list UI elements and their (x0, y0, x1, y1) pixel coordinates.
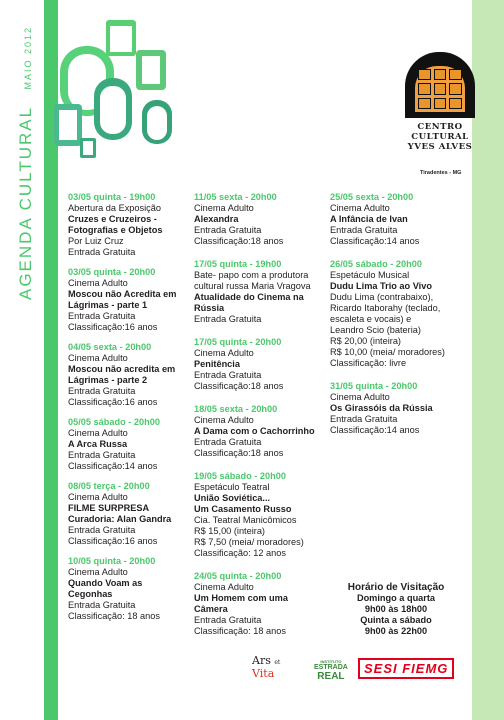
event-detail-line: Entrada Gratuita (330, 414, 398, 424)
event-item (68, 481, 200, 547)
event-item (194, 571, 326, 637)
event-detail-line: Cinema Adulto (194, 348, 254, 358)
event-item (194, 259, 326, 325)
side-title (16, 26, 36, 300)
event-item (194, 404, 326, 459)
event-title-line: Atualidade do Cinema na (194, 292, 304, 302)
event-detail-line: Classificação:14 anos (330, 425, 420, 435)
event-detail-line: Cinema Adulto (68, 492, 128, 502)
event-date: 05/05 sábado - 20h00 (68, 417, 160, 427)
event-detail-line: Cinema Adulto (68, 278, 128, 288)
event-title-line: Um Homem com uma (194, 593, 288, 603)
event-date: 17/05 quinta - 20h00 (194, 337, 282, 347)
event-item (330, 192, 462, 247)
logo-window-icon (405, 52, 475, 118)
event-title-line: União Soviética... (194, 493, 271, 503)
event-detail-line: Entrada Gratuita (194, 314, 262, 324)
event-detail-line: Espetáculo Musical (330, 270, 410, 280)
event-detail-line: Entrada Gratuita (194, 370, 262, 380)
event-title-line: Dudu Lima Trio ao Vivo (330, 281, 432, 291)
logo-place: Tiradentes - MG (420, 170, 462, 176)
event-title-line: Penitência (194, 359, 240, 369)
estrada-bottom: REAL (317, 671, 345, 682)
right-strip (472, 0, 504, 720)
event-title-line: Os Girassóis da Rússia (330, 403, 433, 413)
centro-cultural-logo (404, 52, 476, 170)
event-detail-line: Entrada Gratuita (68, 247, 136, 257)
event-date: 10/05 quinta - 20h00 (68, 556, 156, 566)
event-item (68, 267, 200, 333)
event-detail-line: Classificação:16 anos (68, 397, 158, 407)
event-detail-line: Dudu Lima (contrabaixo), (330, 292, 434, 302)
event-detail-line: cultural russa Maria Vragova (194, 281, 311, 291)
event-item (68, 417, 200, 472)
event-detail-line: Classificação: livre (330, 358, 407, 368)
event-date: 03/05 quinta - 20h00 (68, 267, 156, 277)
event-detail-line: escaleta e vocais) e (330, 314, 412, 324)
event-title-line: Quando Voam as (68, 578, 143, 588)
side-title-main: AGENDA CULTURAL (16, 105, 35, 300)
event-detail-line: Classificação:14 anos (68, 461, 158, 471)
estrada-top: INSTITUTO (320, 659, 342, 664)
event-detail-line: Classificação:16 anos (68, 322, 158, 332)
event-detail-line: Entrada Gratuita (68, 525, 136, 535)
event-detail-line: Entrada Gratuita (68, 386, 136, 396)
event-detail-line: Entrada Gratuita (194, 225, 262, 235)
event-detail-line: Bate- papo com a produtora (194, 270, 309, 280)
event-title-line: Curadoria: Alan Gandra (68, 514, 172, 524)
event-detail-line: R$ 15,00 (inteira) (194, 526, 265, 536)
event-title-line: Lágrimas - parte 1 (68, 300, 148, 310)
event-date: 31/05 quinta - 20h00 (330, 381, 418, 391)
event-detail-line: Cinema Adulto (68, 353, 128, 363)
logo-line3: YVES ALVES (407, 142, 473, 152)
event-detail-line: Por Luiz Cruz (68, 236, 124, 246)
event-detail-line: Classificação: 18 anos (68, 611, 160, 621)
event-detail-line: Cinema Adulto (194, 582, 254, 592)
event-detail-line: Abertura da Exposição (68, 203, 161, 213)
side-title-date: MAIO 2012 (23, 25, 33, 90)
event-detail-line: Classificação:16 anos (68, 536, 158, 546)
event-detail-line: Espetáculo Teatral (194, 482, 270, 492)
event-detail-line: Cinema Adulto (194, 415, 254, 425)
event-date: 19/05 sábado - 20h00 (194, 471, 286, 481)
ars-et-vita-logo (252, 655, 280, 679)
visiting-hours (336, 582, 456, 637)
event-title-line: Cegonhas (68, 589, 113, 599)
event-date: 24/05 quinta - 20h00 (194, 571, 282, 581)
event-date: 25/05 sexta - 20h00 (330, 192, 414, 202)
logo-line2: CULTURAL (411, 132, 469, 142)
event-title-line: A Arca Russa (68, 439, 128, 449)
event-date: 18/05 sexta - 20h00 (194, 404, 278, 414)
event-item (68, 556, 200, 622)
event-title-line: Alexandra (194, 214, 239, 224)
event-title-line: Cruzes e Cruzeiros - (68, 214, 157, 224)
event-detail-line: Classificação: 18 anos (194, 626, 286, 636)
visiting-hours-line: Quinta a sábado (360, 615, 432, 625)
event-detail-line: Classificação:18 anos (194, 381, 284, 391)
event-date: 03/05 quinta - 19h00 (68, 192, 156, 202)
estrada-real-logo (314, 659, 348, 682)
event-detail-line: R$ 7,50 (meia/ moradores) (194, 537, 304, 547)
event-date: 11/05 sexta - 20h00 (194, 192, 277, 202)
event-date: 26/05 sábado - 20h00 (330, 259, 422, 269)
event-detail-line: Ricardo Itaborahy (teclado, (330, 303, 441, 313)
event-title-line: A Infância de Ivan (330, 214, 408, 224)
ars-word: Ars (252, 654, 271, 667)
event-title-line: Moscou não acredita em (68, 364, 176, 374)
events-column-3 (330, 192, 462, 448)
estrada-mid: ESTRADA (314, 664, 348, 671)
event-detail-line: Entrada Gratuita (68, 311, 136, 321)
event-date: 17/05 quinta - 19h00 (194, 259, 282, 269)
visiting-hours-title: Horário de Visitação (347, 582, 445, 593)
event-detail-line: Classificação:14 anos (330, 236, 420, 246)
event-detail-line: Entrada Gratuita (330, 225, 398, 235)
visiting-hours-line: Domingo a quarta (356, 593, 436, 603)
sponsors (250, 655, 480, 685)
event-detail-line: Cinema Adulto (330, 203, 390, 213)
event-title-line: FILME SURPRESA (68, 503, 150, 513)
event-detail-line: Classificação: 12 anos (194, 548, 286, 558)
event-item (194, 192, 326, 247)
event-title-line: Lágrimas - parte 2 (68, 375, 148, 385)
event-detail-line: Cinema Adulto (194, 203, 254, 213)
logo-line1: CENTRO (417, 122, 463, 132)
event-detail-line: R$ 10,00 (meia/ moradores) (330, 347, 445, 357)
event-title-line: Rússia (194, 303, 225, 313)
event-detail-line: Cinema Adulto (68, 428, 128, 438)
event-item (68, 192, 200, 258)
event-date: 04/05 sexta - 20h00 (68, 342, 152, 352)
event-title-line: A Dama com o Cachorrinho (194, 426, 315, 436)
event-title-line: Câmera (194, 604, 228, 614)
windows-illustration (50, 20, 180, 160)
events-column-2 (194, 192, 326, 649)
event-detail-line: Entrada Gratuita (68, 450, 136, 460)
ars-vita: Vita (252, 667, 275, 680)
event-title-line: Moscou não Acredita em (68, 289, 177, 299)
event-title-line: Fotografias e Objetos (68, 225, 163, 235)
event-item (194, 471, 326, 559)
event-detail-line: Cinema Adulto (330, 392, 390, 402)
event-item (330, 381, 462, 436)
sesi-fiemg-logo: SESI FIEMG (358, 658, 454, 679)
event-detail-line: R$ 20,00 (inteira) (330, 336, 401, 346)
event-detail-line: Entrada Gratuita (194, 437, 262, 447)
visiting-hours-line: 9h00 às 18h00 (364, 604, 428, 614)
event-detail-line: Classificação:18 anos (194, 448, 284, 458)
event-detail-line: Classificação:18 anos (194, 236, 284, 246)
event-detail-line: Entrada Gratuita (68, 600, 136, 610)
events-column-1 (68, 192, 200, 631)
event-date: 08/05 terça - 20h00 (68, 481, 150, 491)
event-title-line: Um Casamento Russo (194, 504, 292, 514)
event-item (330, 259, 462, 369)
visiting-hours-line: 9h00 às 22h00 (364, 626, 428, 636)
event-detail-line: Leandro Scio (bateria) (330, 325, 421, 335)
ars-et: et (274, 659, 281, 666)
event-detail-line: Entrada Gratuita (194, 615, 262, 625)
event-item (194, 337, 326, 392)
event-detail-line: Cinema Adulto (68, 567, 128, 577)
event-detail-line: Cia. Teatral Manicômicos (194, 515, 297, 525)
event-item (68, 342, 200, 408)
